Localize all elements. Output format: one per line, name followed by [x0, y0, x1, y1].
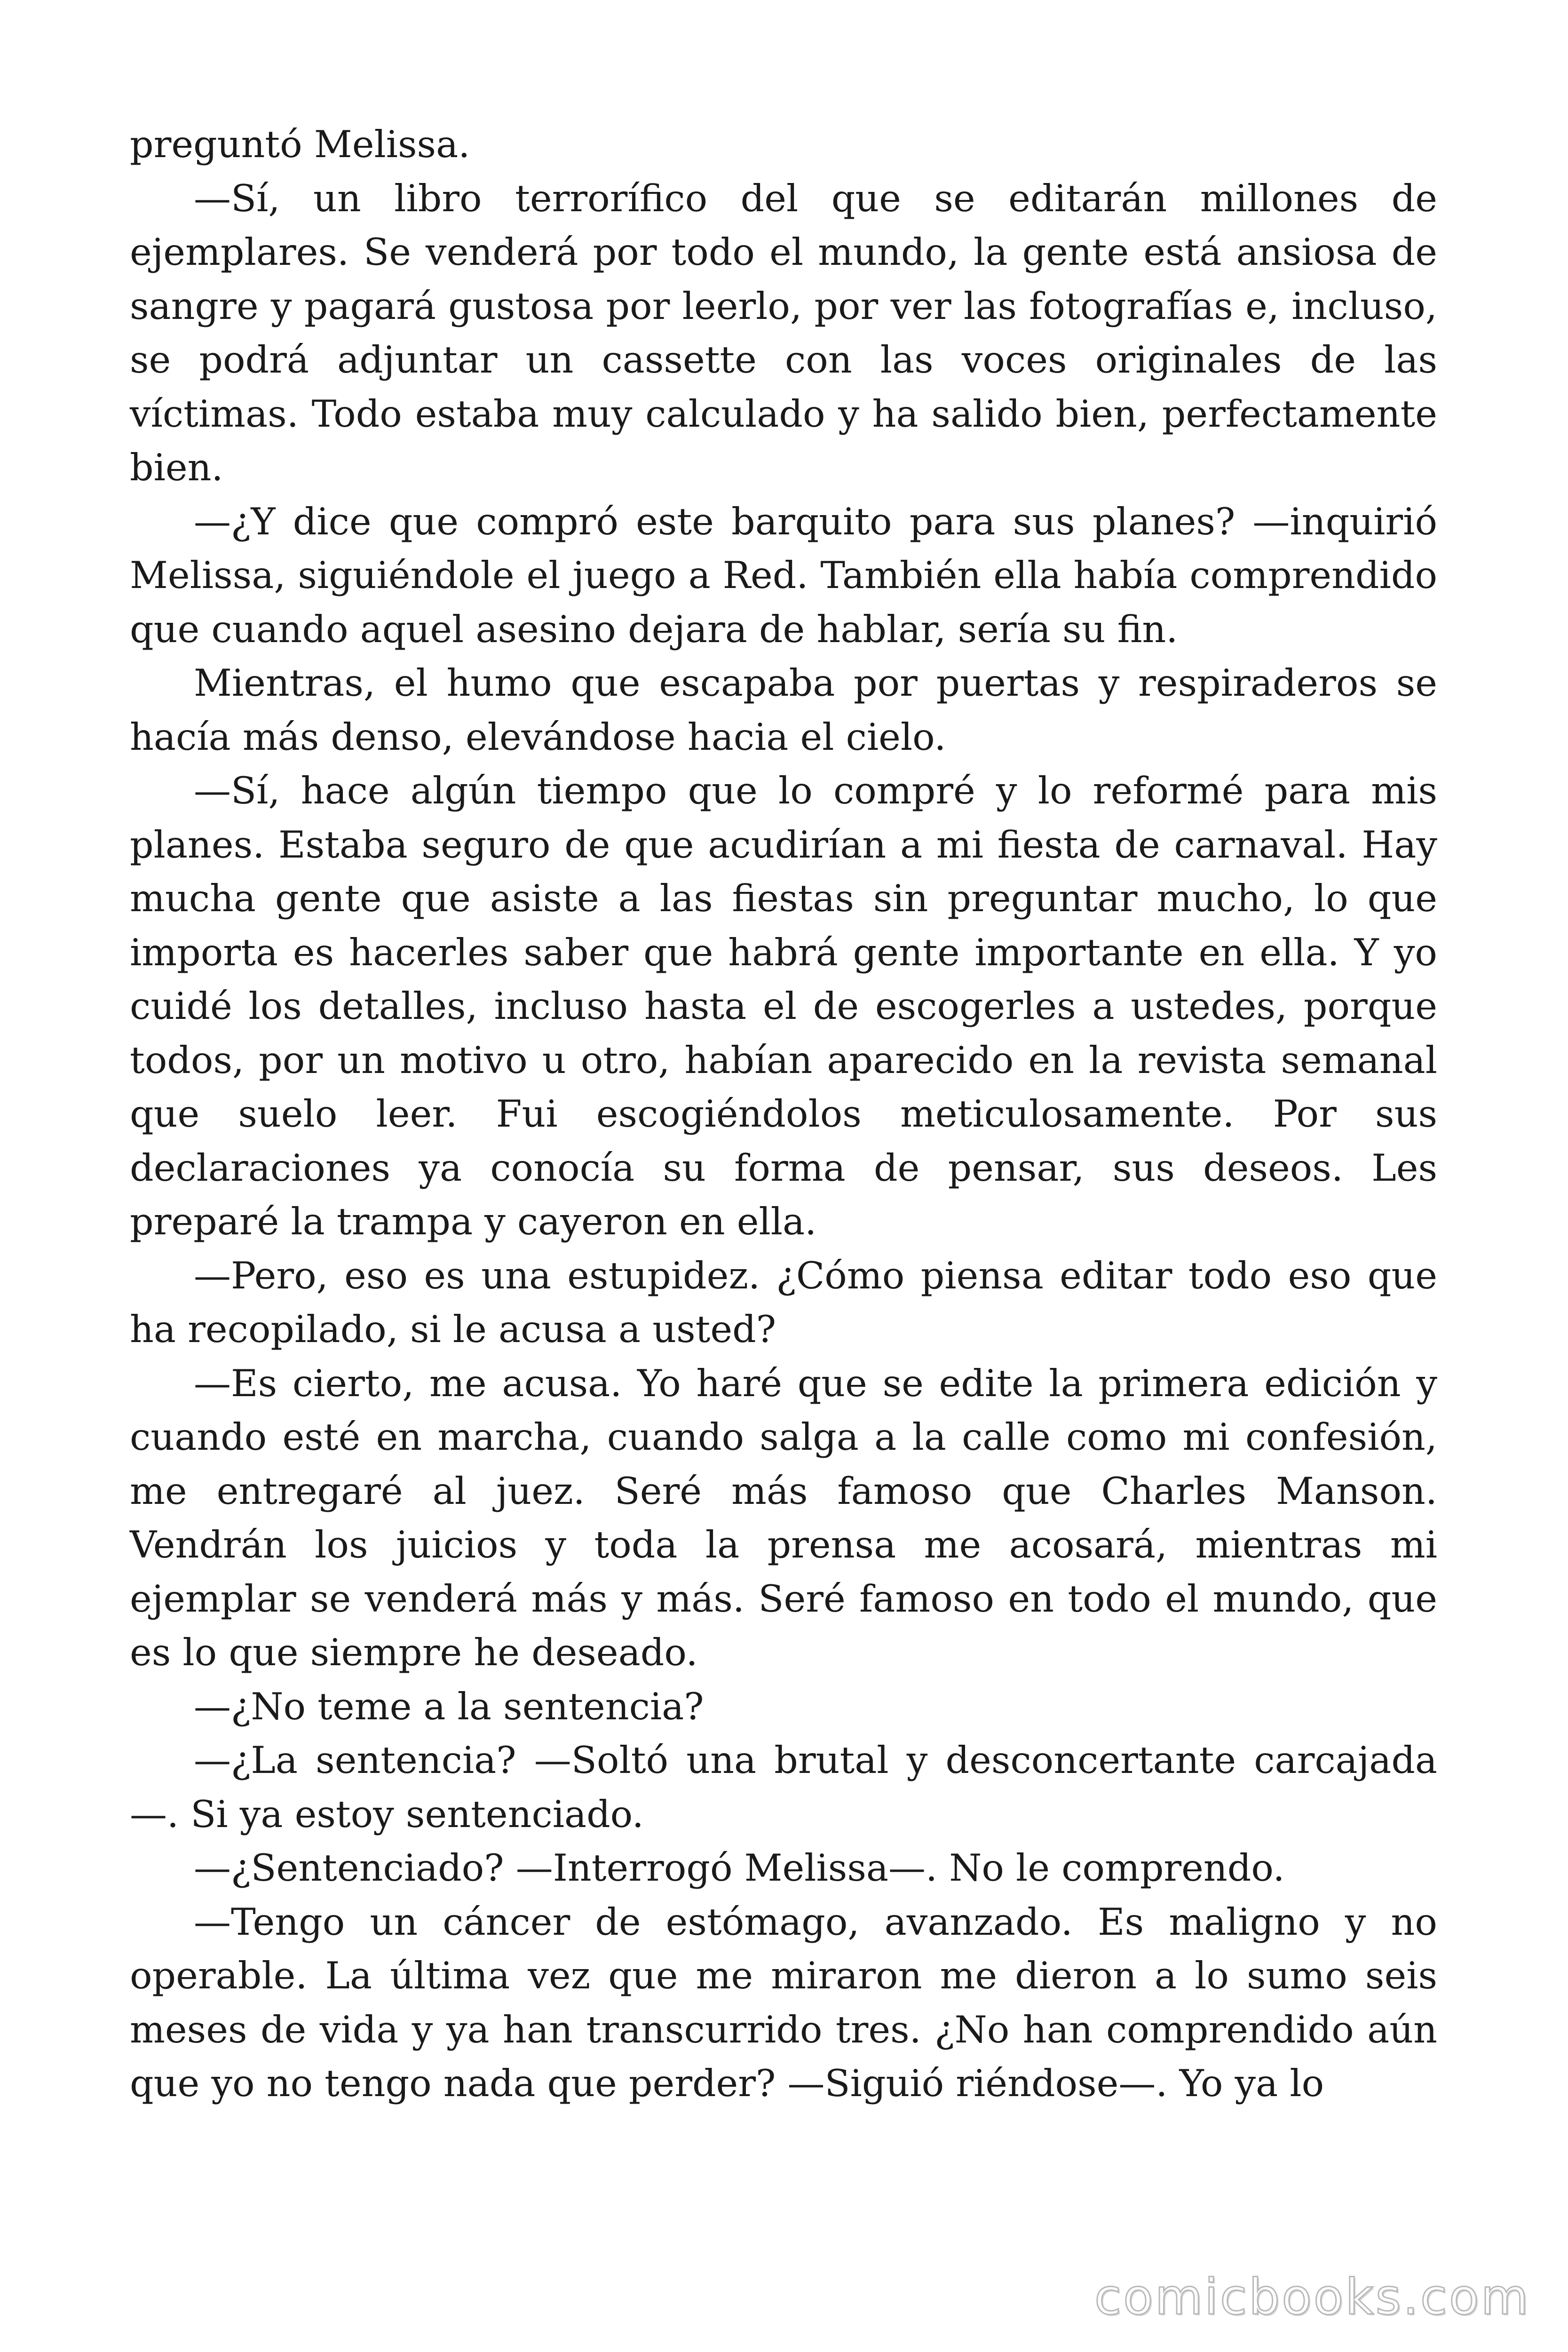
- paragraph-5: —Sí, hace algún tiempo que lo compré y lo reformé para mis planes. Estaba seguro de que acudirían a mi fiesta de carnaval. Hay mucha gente que asiste a las fiestas sin preguntar mucho, lo que importa es hacerles saber que habrá gente importante en ella. Y yo cuidé los detalles, incluso hasta el de escogerles a ustedes, porque todos, por un motivo u otro, habían aparecido en la revista semanal que suelo leer. Fui escogiéndolos meticulosamente. Por sus declaraciones ya conocía su forma de pensar, sus deseos. Les preparé la trampa y cayeron en ella.: [130, 769, 1437, 1243]
- paragraph-3: —¿Y dice que compró este barquito para sus planes? —inquirió Melissa, siguiéndole el juego a Red. También ella había comprendido que cuando aquel asesino dejara de hablar, sería su fin.: [130, 500, 1437, 651]
- paragraph-4: Mientras, el humo que escapaba por puertas y respiraderos se hacía más denso, elevándose hacia el cielo.: [130, 661, 1437, 759]
- paragraph-6: —Pero, eso es una estupidez. ¿Cómo piensa editar todo eso que ha recopilado, si le acusa a usted?: [130, 1254, 1437, 1351]
- paragraph-1: preguntó Melissa.: [130, 123, 470, 166]
- paragraph-11: —Tengo un cáncer de estómago, avanzado. Es maligno y no operable. La última vez que me miraron me dieron a lo sumo seis meses de vida y ya han transcurrido tres. ¿No han comprendido aún que yo no tengo nada que perder? —Siguió riéndose—. Yo ya lo: [130, 1900, 1437, 2105]
- paragraph-8: —¿No teme a la sentencia?: [194, 1685, 704, 1728]
- watermark-text: comicbooks.com: [1094, 2268, 1530, 2326]
- paragraph-9: —¿La sentencia? —Soltó una brutal y desconcertante carcajada —. Si ya estoy sentenciado.: [130, 1739, 1437, 1836]
- paragraph-10: —¿Sentenciado? —Interrogó Melissa—. No le comprendo.: [194, 1846, 1285, 1890]
- paragraph-2: —Sí, un libro terrorífico del que se editarán millones de ejemplares. Se venderá por todo el mundo, la gente está ansiosa de sangre y pagará gustosa por leerlo, por ver las fotografías e, incluso, se podrá adjuntar un cassette con las voces originales de las víctimas. Todo estaba muy calculado y ha salido bien, perfectamente bien.: [130, 176, 1437, 489]
- body-text: [130, 118, 1437, 2111]
- paragraph-7: —Es cierto, me acusa. Yo haré que se edite la primera edición y cuando esté en marcha, cuando salga a la calle como mi confesión, me entregaré al juez. Seré más famoso que Charles Manson. Vendrán los juicios y toda la prensa me acosará, mientras mi ejemplar se venderá más y más. Seré famoso en todo el mundo, que es lo que siempre he deseado.: [130, 1361, 1437, 1674]
